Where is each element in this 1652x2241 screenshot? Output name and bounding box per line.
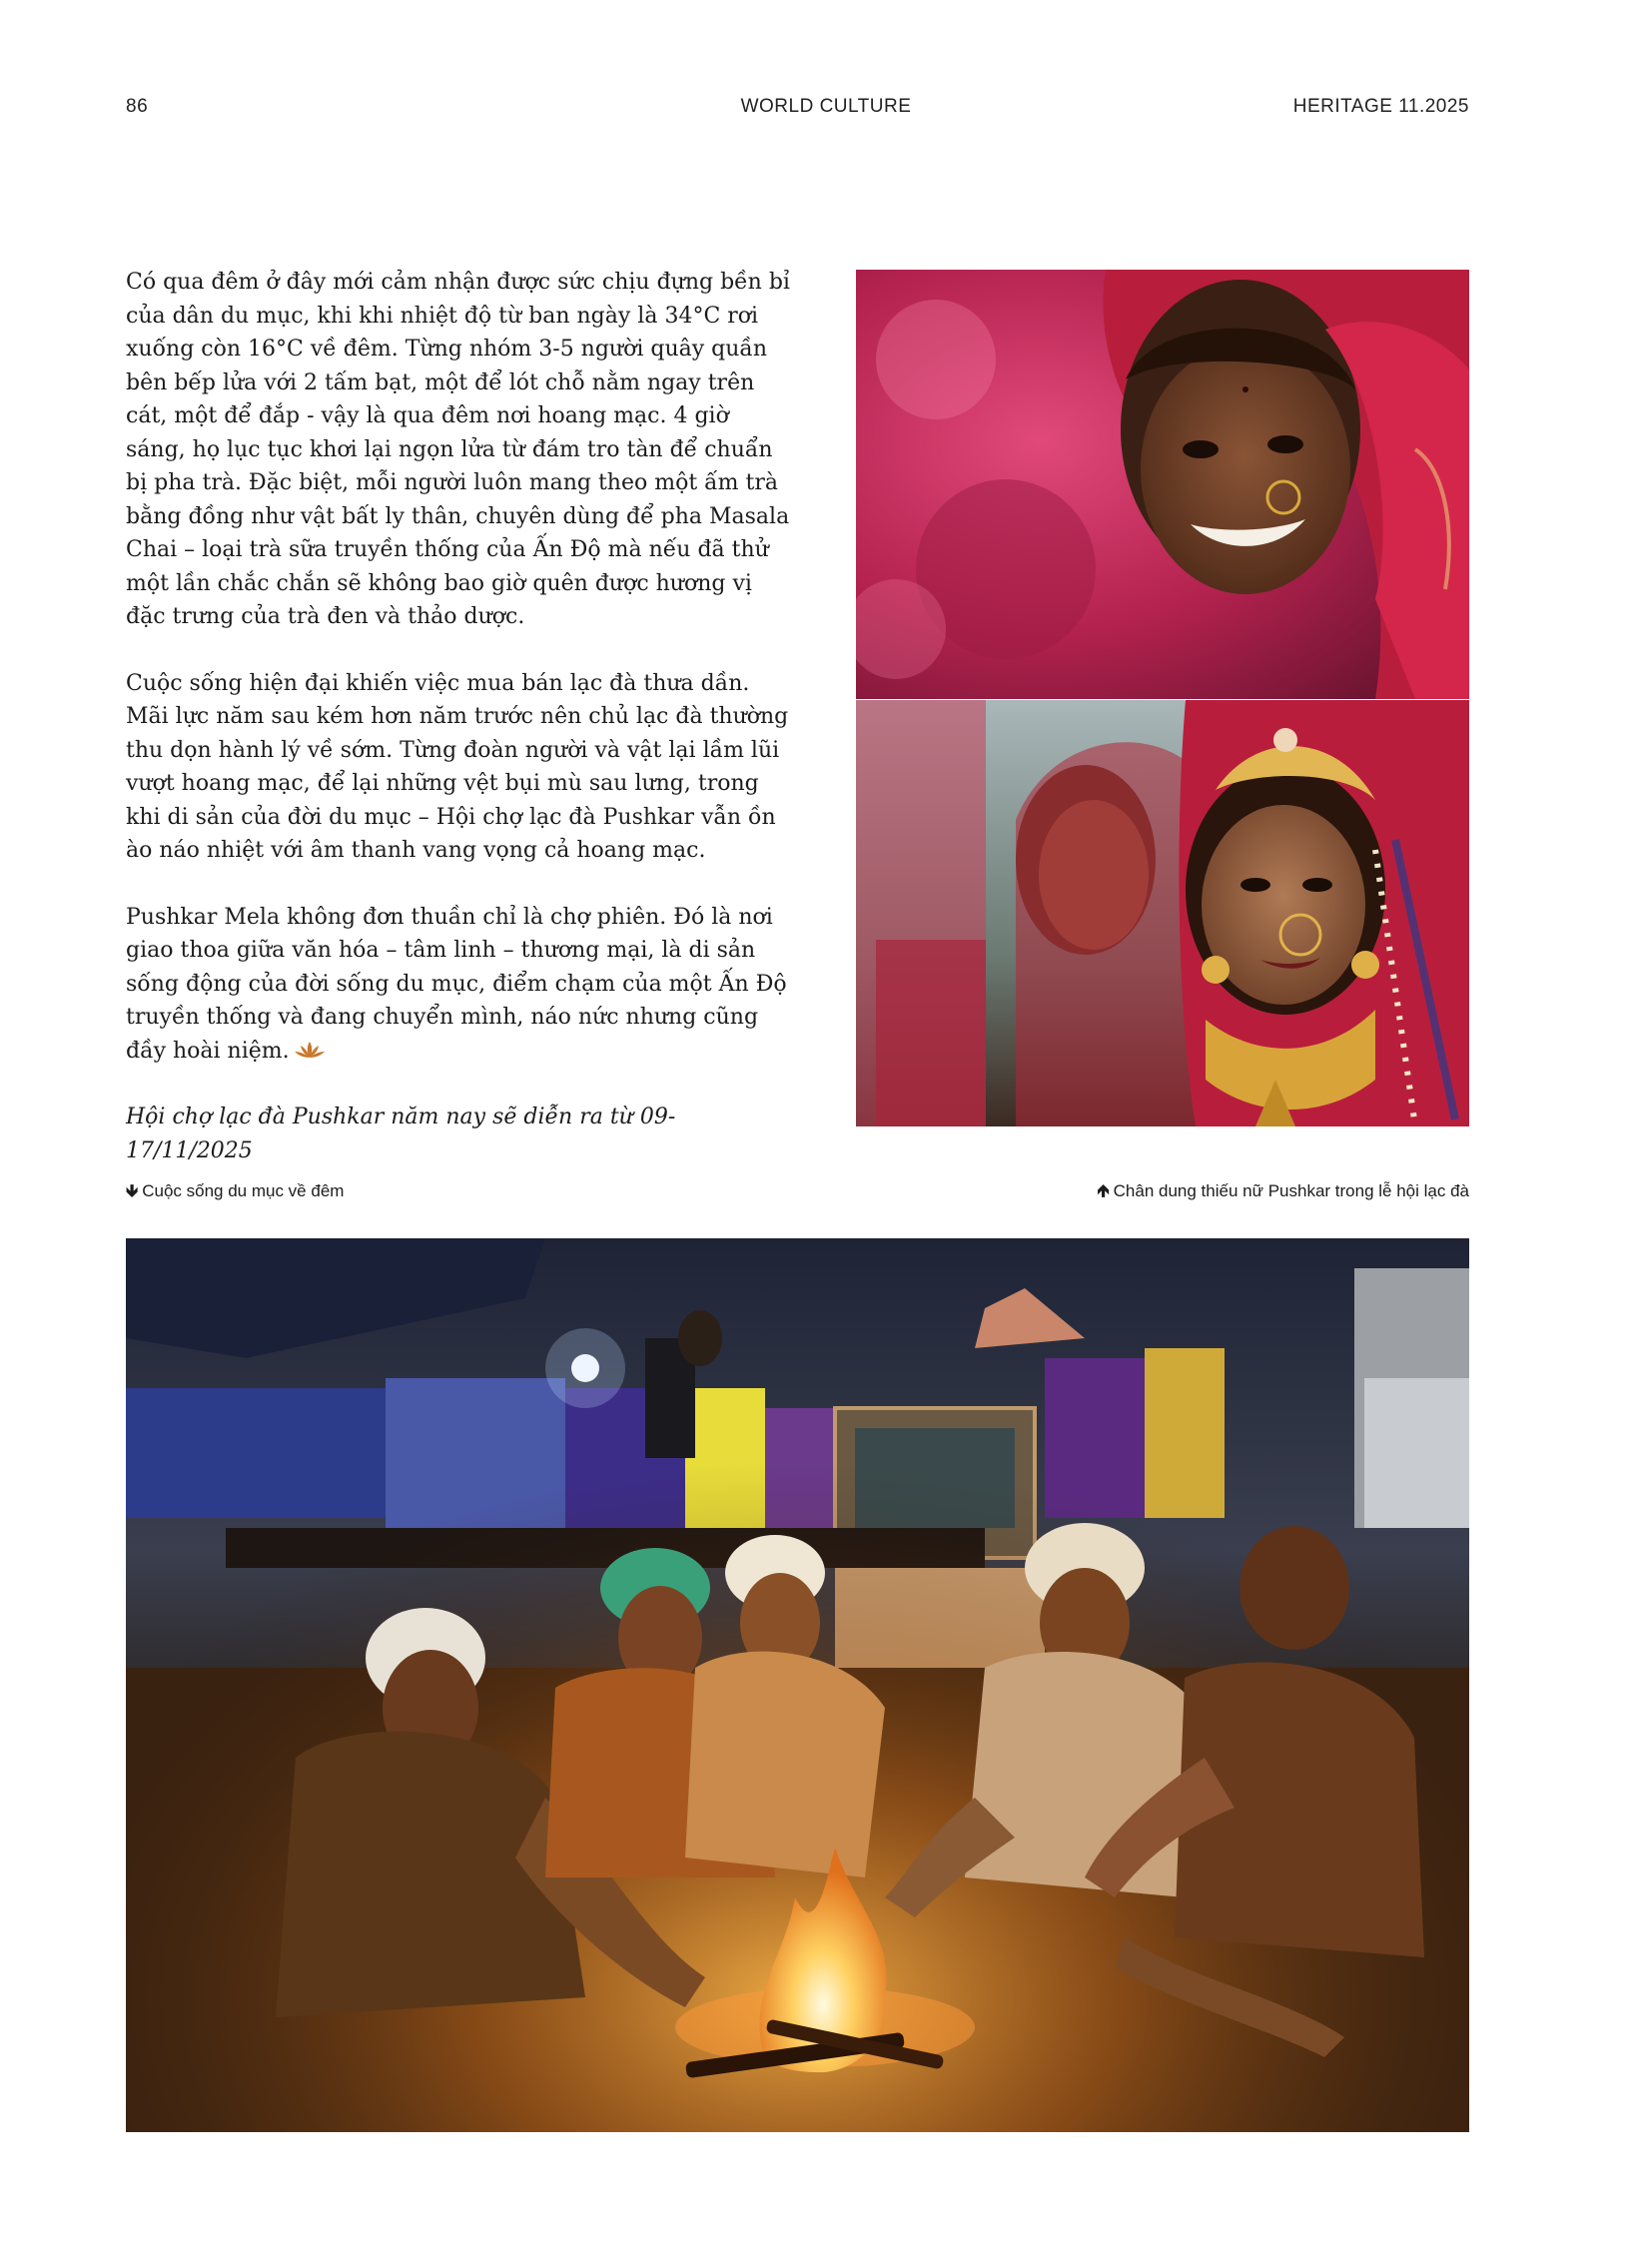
section-title: WORLD CULTURE [740,96,912,117]
event-date-note: Hội chợ lạc đà Pushkar năm nay sẽ diễn ra từ 09-17/11/2025 [126,1105,676,1163]
arrow-up-icon: 🡹 [1097,1181,1110,1200]
portrait-photo-smiling-girl [856,270,1469,699]
issue-label: HERITAGE 11.2025 [1292,96,1469,117]
caption-text: Chân dung thiếu nữ Pushkar trong lễ hội lạc đà [1113,1181,1469,1200]
article-paragraph-text: Pushkar Mela không đơn thuần chỉ là chợ phiên. Đó là nơi giao thoa giữa văn hóa – tâm linh – thương mại, là di sản sống động của đời sống du mục, điểm chạm của một Ấn Độ truyền thống và đang chuyển mình, náo nức nhưng cũng đầy hoài niệm. [126,904,787,1064]
page-number: 86 [126,96,149,117]
article-paragraph: Có qua đêm ở đây mới cảm nhận được sức chịu đựng bền bỉ của dân du mục, khi khi nhiệt độ từ ban ngày là 34°C rơi xuống còn 16°C về đêm. Từng nhóm 3-5 người quây quần bên bếp lửa với 2 tấm bạt, một để lót chỗ nằm ngay trên cát, một để đắp - vậy là qua đêm nơi hoang mạc. 4 giờ sáng, họ lục tục khơi lại ngọn lửa từ đám tro tàn để chuẩn bị pha trà. Đặc biệt, mỗi người luôn mang theo một ấm trà bằng đồng như vật bất ly thân, chuyên dùng để pha Masala Chai – loại trà sữa truyền thống của Ấn Độ mà nếu đã thử một lần chắc chắn sẽ không bao giờ quên được hương vị đặc trưng của trà đen và thảo dược. [126,270,790,629]
portrait-photo-girl-with-jewelry [856,700,1469,1126]
article-paragraph [126,667,793,868]
article-body [126,266,793,1200]
article-paragraph-text: Cuộc sống hiện đại khiến việc mua bán lạc đà thưa dần. Mãi lực năm sau kém hơn năm trước nên chủ lạc đà thường thu dọn hành lý về sớm. Từng đoàn người và vật lại lầm lũi vượt hoang mạc, để lại những vệt bụi mù sau lưng, trong khi di sản của đời du mục – Hội chợ lạc đà Pushkar vẫn ồn ào náo nhiệt với âm thanh vang vọng cả hoang mạc. [126,670,789,863]
caption-text: Cuộc sống du mục về đêm [142,1181,345,1200]
portrait-photo-caption [1097,1178,1469,1207]
lotus-end-mark-icon [294,1040,326,1060]
bottom-photo-caption [126,1178,344,1207]
arrow-down-icon: 🡻 [126,1181,139,1200]
campfire-night-photo [126,1238,1469,2132]
article-paragraph [126,901,793,1069]
